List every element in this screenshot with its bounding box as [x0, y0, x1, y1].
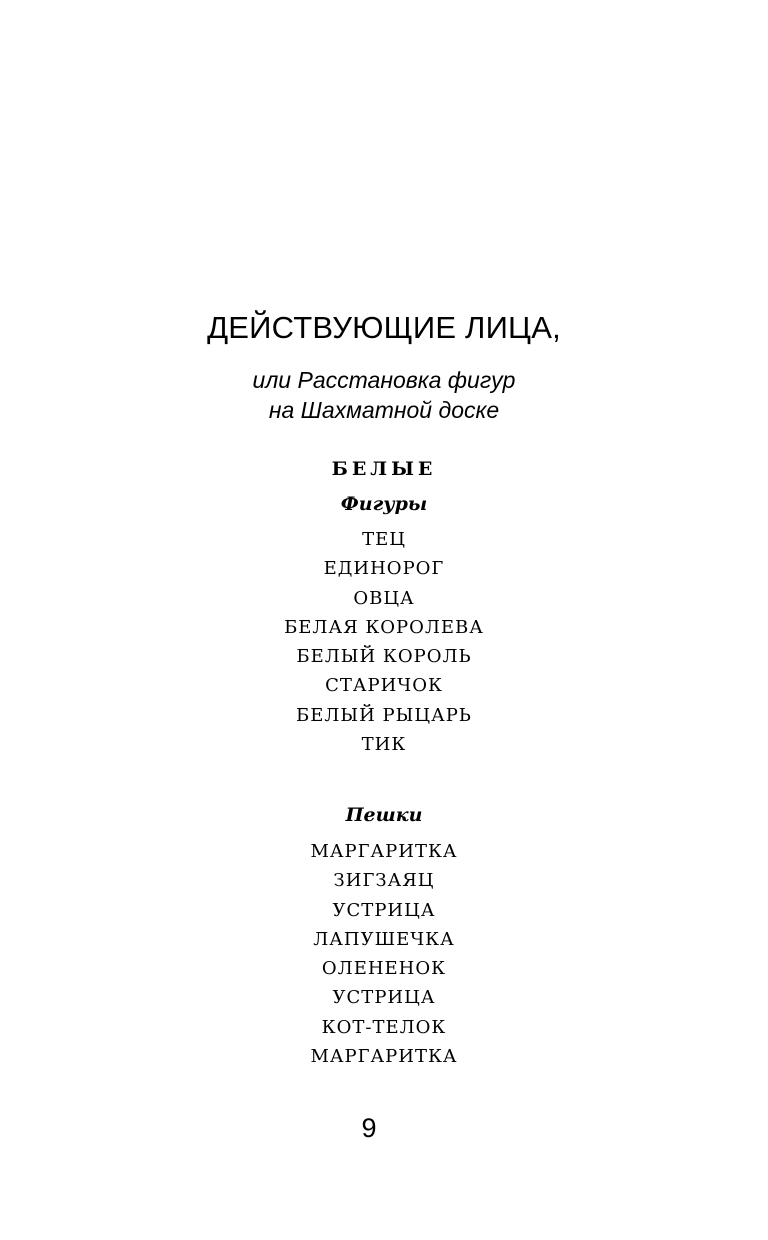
list-item: БЕЛЫЙ РЫЦАРЬ [296, 704, 472, 726]
list-item: СТАРИЧОК [325, 675, 443, 697]
page-number: 9 [361, 1113, 377, 1143]
list-item: ОЛЕНЕНОК [321, 958, 447, 980]
subtitle-line-2: на Шахматной доске [268, 397, 500, 423]
page-title: ДЕЙСТВУЮЩИЕ ЛИЦА, [207, 310, 561, 345]
subtitle-line-1: или Расстановка фигур [252, 367, 516, 393]
list-item: БЕЛАЯ КОРОЛЕВА [284, 616, 484, 638]
list-item: МАРГАРИТКА [310, 1046, 458, 1068]
list-item: УСТРИЦА [332, 899, 436, 921]
list-item: КОТ-ТЕЛОК [321, 1016, 447, 1038]
list-item: ОВЦА [353, 587, 415, 609]
list-item: ТЕЦ [362, 529, 406, 550]
pawns-list [0, 837, 768, 1071]
list-item: УСТРИЦА [332, 987, 436, 1009]
list-item: ТИК [361, 734, 407, 756]
list-item: БЕЛЫЙ КОРОЛЬ [296, 646, 472, 668]
pieces-heading: Фигуры [340, 493, 428, 515]
pawns-heading: Пешки [345, 804, 423, 826]
list-item: ЕДИНОРОГ [323, 558, 445, 580]
list-item: ЛАПУШЕЧКА [313, 928, 455, 950]
list-item: ЗИГЗАЯЦ [333, 870, 435, 892]
list-item: МАРГАРИТКА [310, 841, 458, 862]
side-heading-white: БЕЛЫЕ [331, 458, 437, 480]
pieces-list [0, 525, 768, 759]
